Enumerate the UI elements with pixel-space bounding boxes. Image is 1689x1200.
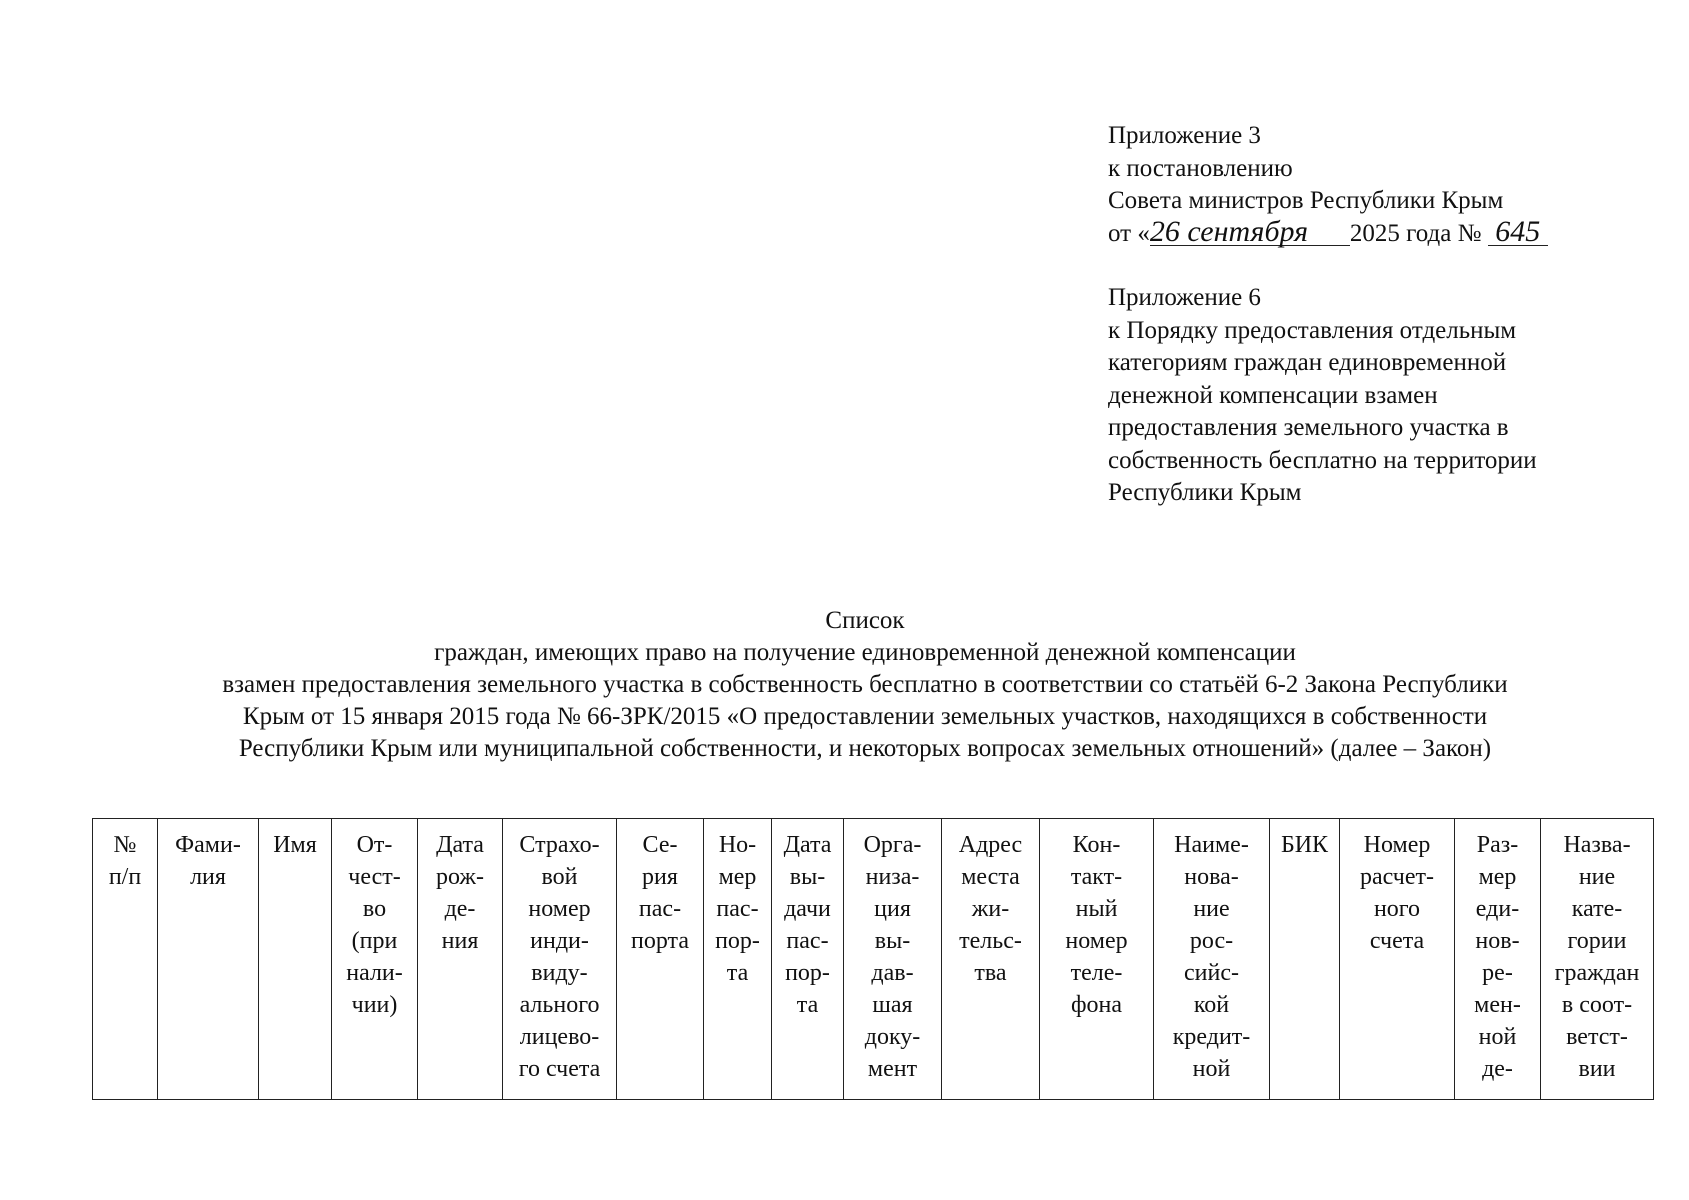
header-patronymic: От- чест- во (при нали- чии) <box>332 819 418 1100</box>
header-residence-address: Адрес места жи- тельс- тва <box>942 819 1040 1100</box>
annex-3-line: Приложение 3 <box>1108 122 1261 149</box>
annex-3-line: Совета министров Республики Крым <box>1108 187 1504 214</box>
header-passport-issue-date: Дата вы- дачи пас- пор- та <box>772 819 844 1100</box>
handwritten-date: 26 сентября <box>1150 219 1350 246</box>
annex-6-line: денежной компенсации взамен <box>1108 381 1438 409</box>
annex-6-line: собственность бесплатно на территории <box>1108 446 1537 474</box>
title-line: взамен предоставления земельного участка в собственность бесплатно в соответствии со статьёй 6-2 Закона Республики <box>222 671 1508 698</box>
annex-6-header <box>1108 282 1608 510</box>
document-title <box>100 605 1630 765</box>
table-header-row <box>93 819 1654 1100</box>
annex-6-line: предоставления земельного участка в <box>1108 414 1509 441</box>
annex-3-line: к постановлению <box>1108 154 1293 182</box>
annex-6-line: Приложение 6 <box>1108 284 1261 311</box>
header-phone: Кон- такт- ный номер теле- фона <box>1040 819 1154 1100</box>
header-birth-date: Дата рож- де- ния <box>418 819 503 1100</box>
header-account-number: Номер расчет- ного счета <box>1340 819 1455 1100</box>
annex-6-line: к Порядку предоставления отдельным <box>1108 316 1517 344</box>
from-prefix: от « <box>1108 219 1150 247</box>
citizens-list-table <box>92 818 1654 1100</box>
annex-6-line: категориям граждан единовременной <box>1108 349 1507 376</box>
title-line: граждан, имеющих право на получение единовременной денежной компенсации <box>434 639 1296 666</box>
year-text: 2025 года № <box>1349 219 1482 247</box>
header-surname: Фами- лия <box>158 819 259 1100</box>
title-line: Крым от 15 января 2015 года № 66-ЗРК/2015 «О предоставлении земельных участков, находящихся в собственности <box>242 703 1488 730</box>
handwritten-number: 645 <box>1488 219 1548 246</box>
title-line: Республики Крым или муниципальной собственности, и некоторых вопросах земельных отношений» (далее – Закон) <box>238 735 1492 762</box>
header-passport-number: Но- мер пас- пор- та <box>704 819 772 1100</box>
header-category-name: Назва- ние кате- гории граждан в соот- ветст- вии <box>1541 819 1654 1100</box>
annex-3-header <box>1108 120 1568 250</box>
annex-6-line: Республики Крым <box>1108 479 1302 506</box>
header-bik: БИК <box>1270 819 1340 1100</box>
header-issuing-organization: Орга- низа- ция вы- дав- шая доку- мент <box>844 819 942 1100</box>
header-bank-name: Наиме- нова- ние рос- сийс- кой кредит- ной <box>1154 819 1270 1100</box>
header-passport-series: Се- рия пас- порта <box>617 819 704 1100</box>
header-number: № п/п <box>93 819 158 1100</box>
header-name: Имя <box>259 819 332 1100</box>
header-snils: Страхо- вой номер инди- виду- ального лицево- го счета <box>503 819 617 1100</box>
annex-3-date-line <box>1108 214 1568 251</box>
header-compensation-amount: Раз- мер еди- нов- ре- мен- ной де- <box>1455 819 1541 1100</box>
title-heading: Список <box>825 607 905 634</box>
